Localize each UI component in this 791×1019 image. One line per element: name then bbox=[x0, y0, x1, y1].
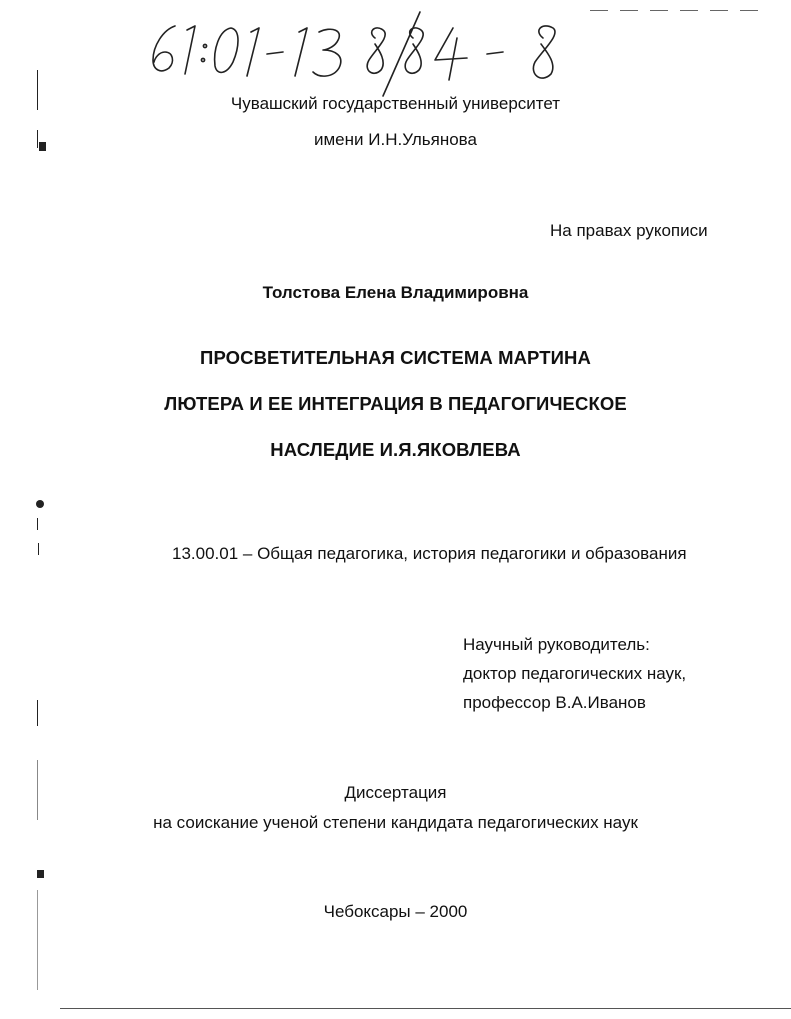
university: Чувашский государственный университет bbox=[230, 94, 561, 113]
scan-bottom-line bbox=[60, 1008, 791, 1009]
handwritten-archive-number bbox=[135, 4, 635, 99]
title-line-2: ЛЮТЕРА И ЕЕ ИНТЕГРАЦИЯ В ПЕДАГОГИЧЕСКОЕ bbox=[164, 393, 627, 414]
degree-sought: на соискание ученой степени кандидата педагогических наук bbox=[153, 813, 638, 832]
rights-note: На правах рукописи bbox=[550, 221, 708, 240]
title-line-1: ПРОСВЕТИТЕЛЬНАЯ СИСТЕМА МАРТИНА bbox=[200, 347, 591, 368]
supervisor-name: профессор В.А.Иванов bbox=[463, 693, 646, 712]
specialty: 13.00.01 – Общая педагогика, история педагогики и образования bbox=[172, 544, 687, 563]
document-type: Диссертация bbox=[344, 783, 447, 802]
title-line-3: НАСЛЕДИЕ И.Я.ЯКОВЛЕВА bbox=[270, 439, 521, 460]
supervisor-label: Научный руководитель: bbox=[463, 635, 650, 654]
author: Толстова Елена Владимировна bbox=[262, 283, 529, 302]
supervisor-degree: доктор педагогических наук, bbox=[463, 664, 687, 683]
city-year: Чебоксары – 2000 bbox=[323, 902, 468, 921]
university-name: имени И.Н.Ульянова bbox=[314, 130, 477, 149]
scan-left-edge bbox=[37, 60, 39, 1000]
